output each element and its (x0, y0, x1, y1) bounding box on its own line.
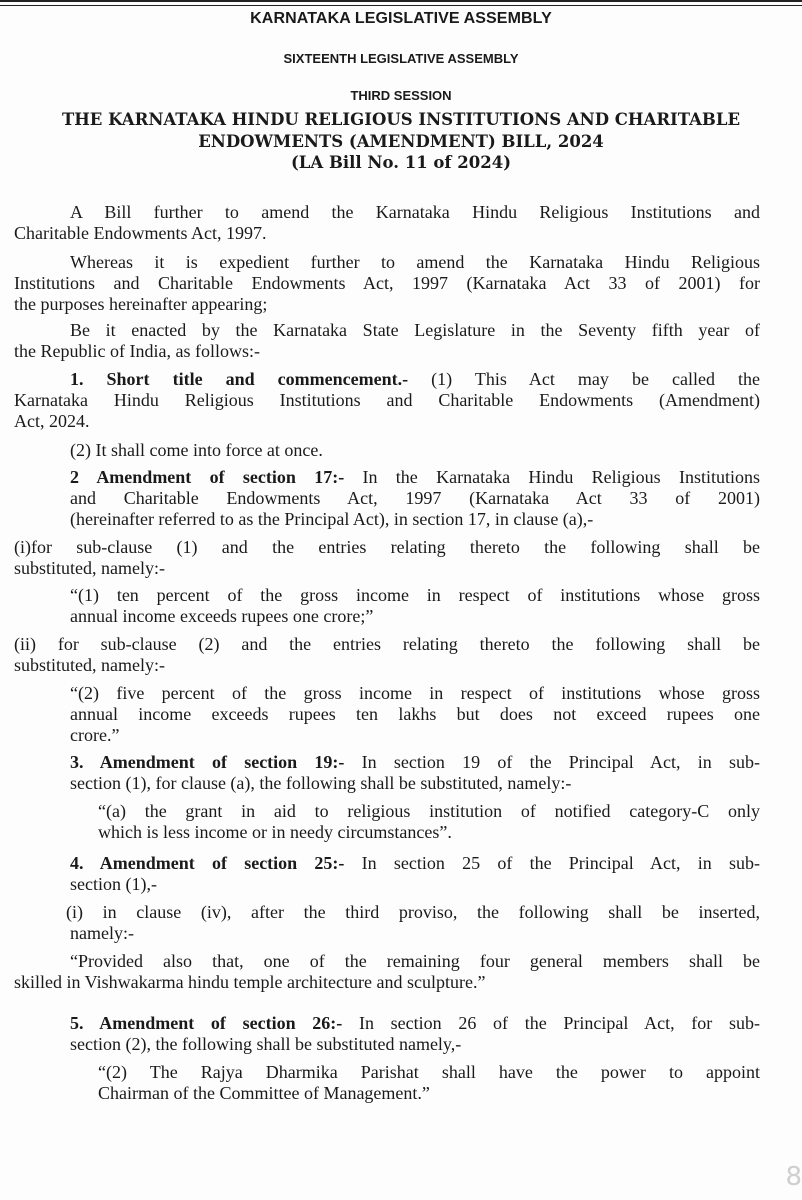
section-2-clause-ii-quote-1: “(2) five percent of the gross income in respect of institutions whose gross (70, 683, 760, 703)
section-1-heading: 1. Short title and commencement.- (70, 369, 409, 389)
assembly-heading: KARNATAKA LEGISLATIVE ASSEMBLY (250, 10, 552, 27)
section-5-heading: 5. Amendment of section 26:- (70, 1013, 343, 1033)
section-4-clause-i-line-2: namely:- (70, 923, 134, 943)
section-3-line-1 (70, 752, 760, 773)
section-2-clause-i-line-2: substituted, namely:- (14, 558, 165, 578)
section-5-quote-1: “(2) The Rajya Dharmika Parishat shall have the power to appoint (98, 1062, 760, 1082)
section-3-quote-2: which is less income or in needy circumstances”. (98, 822, 452, 842)
preamble-line-2: Charitable Endowments Act, 1997. (14, 223, 267, 243)
section-4-quote-2: skilled in Vishwakarma hindu temple architecture and sculpture.” (14, 972, 486, 992)
section-2-clause-ii-line-2: substituted, namely:- (14, 655, 165, 675)
bill-title-line-1: THE KARNATAKA HINDU RELIGIOUS INSTITUTIONS AND CHARITABLE (61, 110, 741, 129)
bill-title-line-2: ENDOWMENTS (AMENDMENT) BILL, 2024 (198, 132, 604, 151)
section-2-clause-i-quote-1: “(1) ten percent of the gross income in respect of institutions whose gross (70, 585, 760, 605)
section-5-line-2: section (2), the following shall be substituted namely,- (70, 1034, 462, 1054)
section-4-clause-i-line-1: (i) in clause (iv), after the third proviso, the following shall be inserted, (66, 902, 760, 922)
section-3-heading: 3. Amendment of section 19:- (70, 752, 345, 772)
section-1-line-3: Act, 2024. (14, 411, 90, 431)
section-1-sub-2: (2) It shall come into force at once. (70, 440, 323, 460)
section-5-text: In section 26 of the Principal Act, for sub- (342, 1013, 760, 1033)
session-heading: THIRD SESSION (350, 88, 452, 103)
section-4-heading: 4. Amendment of section 25:- (70, 853, 345, 873)
enact-line-1: Be it enacted by the Karnataka State Legislature in the Seventy fifth year of (70, 320, 760, 340)
section-4-line-2: section (1),- (70, 874, 157, 894)
bill-title (0, 109, 802, 153)
preamble-line-1: A Bill further to amend the Karnataka Hindu Religious Institutions and (70, 202, 760, 222)
section-2-heading: 2 Amendment of section 17:- (70, 467, 345, 487)
top-border-rule (0, 0, 802, 6)
section-2-line-1 (70, 467, 760, 488)
sixteenth-assembly-heading: SIXTEENTH LEGISLATIVE ASSEMBLY (283, 51, 519, 66)
section-3-text: In section 19 of the Principal Act, in sub- (344, 752, 760, 772)
whereas-line-3: the purposes hereinafter appearing; (14, 294, 268, 314)
section-3-line-2: section (1), for clause (a), the following shall be substituted, namely:- (70, 773, 572, 793)
section-3-quote-1: “(a) the grant in aid to religious institution of notified category-C only (98, 801, 760, 821)
section-2-line-3: (hereinafter referred to as the Principal Act), in section 17, in clause (a),- (70, 509, 594, 529)
section-5-quote-2: Chairman of the Committee of Management.” (98, 1083, 430, 1103)
section-4-quote-1: “Provided also that, one of the remaining four general members shall be (70, 951, 760, 971)
section-2-clause-ii-line-1: (ii) for sub-clause (2) and the entries relating thereto the following shall be (14, 634, 760, 654)
section-2-clause-ii-quote-3: crore.” (70, 725, 120, 745)
bill-number: (LA Bill No. 11 of 2024) (290, 153, 512, 172)
section-4-line-1 (70, 853, 760, 874)
section-4-text: In section 25 of the Principal Act, in sub- (344, 853, 760, 873)
section-1-line-1 (70, 369, 760, 390)
section-2-text: In the Karnataka Hindu Religious Institutions (344, 467, 760, 487)
section-1-text: (1) This Act may be called the (408, 369, 760, 389)
section-2-clause-i-quote-2: annual income exceeds rupees one crore;” (70, 606, 374, 626)
section-5-line-1 (70, 1013, 760, 1034)
section-2-clause-ii-quote-2: annual income exceeds rupees ten lakhs but does not exceed rupees one (70, 704, 760, 724)
whereas-line-2: Institutions and Charitable Endowments Act, 1997 (Karnataka Act 33 of 2001) for (14, 273, 760, 293)
section-1-line-2: Karnataka Hindu Religious Institutions and Charitable Endowments (Amendment) (14, 390, 760, 410)
whereas-line-1: Whereas it is expedient further to amend the Karnataka Hindu Religious (70, 252, 760, 272)
section-2-clause-i-line-1: (i)for sub-clause (1) and the entries relating thereto the following shall be (14, 537, 760, 557)
page-number: 8 (785, 1162, 802, 1192)
enact-line-2: the Republic of India, as follows:- (14, 341, 260, 361)
section-2-line-2: and Charitable Endowments Act, 1997 (Karnataka Act 33 of 2001) (70, 488, 760, 508)
